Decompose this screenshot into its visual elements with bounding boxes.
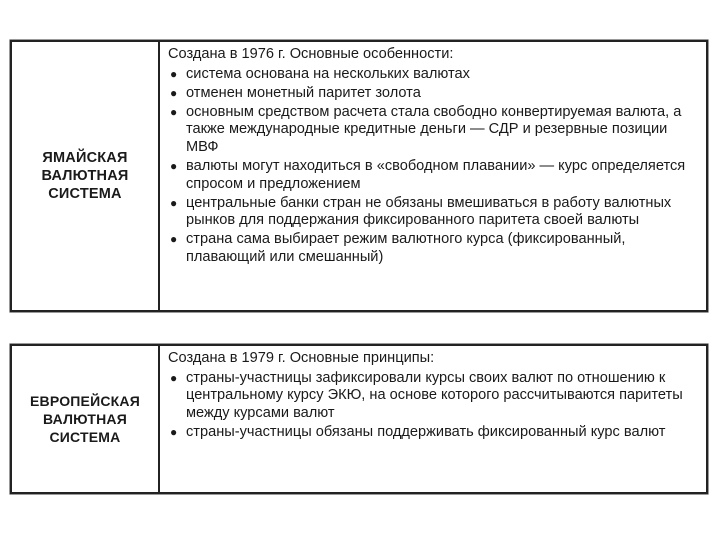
jamaican-intro: Создана в 1976 г. Основные особенности: (168, 46, 454, 62)
list-item-text: страны-участницы обязаны поддерживать фиксированный курс валют (186, 423, 666, 440)
bullet-icon: ● (170, 159, 178, 174)
list-item (168, 231, 696, 266)
list-item-text: основным средством расчета стала свободно конвертируемая валюта, а также международные кредитные деньги — СДР и резервные позиции МВФ (186, 103, 682, 155)
title-line: СИСТЕМА (48, 186, 122, 202)
bullet-icon: ● (170, 232, 178, 247)
list-item (168, 370, 696, 423)
list-item (168, 85, 696, 103)
bullet-icon: ● (170, 370, 178, 385)
list-item-text: страна сама выбирает режим валютного курса (фиксированный, плавающий или смешанный) (186, 231, 626, 266)
list-item (168, 424, 696, 442)
bullet-icon: ● (170, 104, 178, 119)
european-principles-list (168, 370, 696, 442)
european-system-block (10, 344, 708, 494)
bullet-icon: ● (170, 424, 178, 439)
list-item (168, 158, 696, 193)
list-item (168, 195, 696, 230)
list-item-text: отменен монетный паритет золота (186, 84, 421, 101)
bullet-icon: ● (170, 85, 178, 100)
jamaican-features-list (168, 66, 696, 267)
title-line: ВАЛЮТНАЯ (41, 168, 129, 184)
list-item-text: страны-участницы зафиксировали курсы своих валют по отношению к центральному курсу ЭКЮ, на основе которого рассчитываются паритеты между курсами валют (186, 369, 683, 421)
bullet-icon: ● (170, 66, 178, 81)
title-line: СИСТЕМА (49, 429, 121, 445)
list-item (168, 66, 696, 84)
list-item-text: центральные банки стран не обязаны вмешиваться в работу валютных рынков для поддержания фиксированного паритета своей валюты (186, 194, 672, 229)
list-item-text: система основана на нескольких валютах (186, 65, 470, 82)
title-line: ЕВРОПЕЙСКАЯ (30, 393, 140, 409)
jamaican-system-block (10, 40, 708, 312)
european-intro: Создана в 1979 г. Основные принципы: (168, 350, 435, 366)
european-system-description (160, 346, 706, 492)
list-item-text: валюты могут находиться в «свободном плавании» — курс определяется спросом и предложением (186, 158, 686, 192)
european-system-title (12, 346, 160, 492)
jamaican-system-title (12, 42, 160, 310)
title-line: ВАЛЮТНАЯ (42, 411, 128, 427)
list-item (168, 104, 696, 157)
bullet-icon: ● (170, 195, 178, 210)
title-line: ЯМАЙСКАЯ (42, 150, 128, 166)
jamaican-system-description (160, 42, 706, 310)
